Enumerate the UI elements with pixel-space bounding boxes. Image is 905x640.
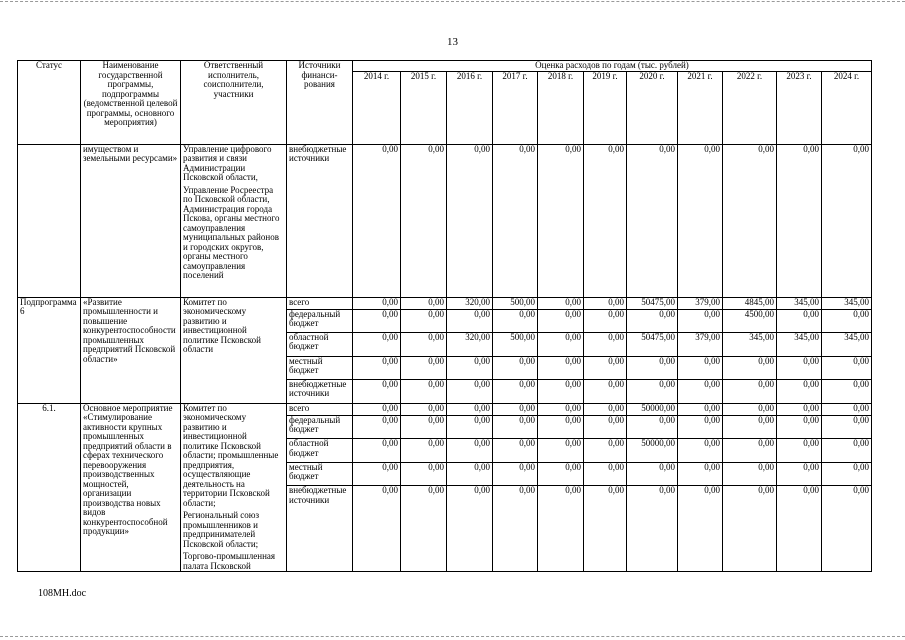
- value-cell: 345,00: [822, 297, 872, 309]
- value-cell: 50475,00: [627, 297, 678, 309]
- table-row: [18, 403, 872, 415]
- program-name-cell: имуществом и земельными ресурсами»: [81, 144, 181, 297]
- value-cell: 0,00: [353, 486, 401, 572]
- value-cell: 0,00: [538, 415, 584, 438]
- value-cell: 50000,00: [627, 403, 678, 415]
- value-cell: 4500,00: [723, 309, 777, 332]
- value-cell: 0,00: [723, 403, 777, 415]
- value-cell: 0,00: [353, 332, 401, 356]
- value-cell: 0,00: [401, 297, 447, 309]
- value-cell: 0,00: [627, 379, 678, 403]
- value-cell: 0,00: [584, 309, 627, 332]
- value-cell: 0,00: [493, 309, 538, 332]
- header-year: 2020 г.: [627, 71, 678, 144]
- header-sources: Источники финанси-рования: [287, 61, 353, 145]
- source-cell: областной бюджет: [287, 332, 353, 356]
- value-cell: 345,00: [777, 332, 822, 356]
- value-cell: 0,00: [538, 297, 584, 309]
- value-cell: 0,00: [822, 356, 872, 379]
- value-cell: 0,00: [493, 403, 538, 415]
- header-year: 2016 г.: [447, 71, 493, 144]
- value-cell: 0,00: [777, 309, 822, 332]
- source-cell: федеральный бюджет: [287, 415, 353, 438]
- header-year: 2022 г.: [723, 71, 777, 144]
- value-cell: 0,00: [584, 144, 627, 297]
- header-year: 2017 г.: [493, 71, 538, 144]
- responsible-cell: [181, 403, 287, 572]
- value-cell: 0,00: [353, 379, 401, 403]
- value-cell: 0,00: [493, 379, 538, 403]
- value-cell: 0,00: [723, 144, 777, 297]
- value-cell: 0,00: [493, 415, 538, 438]
- value-cell: 0,00: [447, 486, 493, 572]
- value-cell: 0,00: [822, 379, 872, 403]
- value-cell: 0,00: [353, 356, 401, 379]
- responsible-paragraph: Торгово-промышленная палата Псковской: [183, 551, 276, 571]
- value-cell: 0,00: [538, 332, 584, 356]
- header-status: Статус: [18, 61, 81, 145]
- header-year: 2015 г.: [401, 71, 447, 144]
- value-cell: 345,00: [723, 332, 777, 356]
- value-cell: 0,00: [777, 486, 822, 572]
- value-cell: 379,00: [678, 332, 723, 356]
- value-cell: 0,00: [678, 403, 723, 415]
- value-cell: 0,00: [627, 309, 678, 332]
- source-cell: внебюджетные источники: [287, 486, 353, 572]
- value-cell: 0,00: [538, 439, 584, 462]
- scan-top-edge: [0, 1, 905, 2]
- value-cell: 0,00: [401, 356, 447, 379]
- value-cell: 379,00: [678, 297, 723, 309]
- header-year: 2018 г.: [538, 71, 584, 144]
- value-cell: 0,00: [723, 486, 777, 572]
- header-year: 2019 г.: [584, 71, 627, 144]
- value-cell: 0,00: [538, 403, 584, 415]
- value-cell: 4845,00: [723, 297, 777, 309]
- value-cell: 0,00: [493, 439, 538, 462]
- value-cell: 0,00: [401, 144, 447, 297]
- value-cell: 320,00: [447, 332, 493, 356]
- value-cell: 0,00: [538, 144, 584, 297]
- table-row: [18, 297, 872, 309]
- value-cell: 0,00: [401, 439, 447, 462]
- header-year: 2021 г.: [678, 71, 723, 144]
- responsible-paragraph: Комитет по экономическому развитию и инвестиционной политике Псковской области; промышленные предприятия, осуществляющие деятельность на территории Псковской области;: [183, 403, 279, 508]
- header-name: Наименование государственной программы, подпрограммы (ведомственной целевой программы, основного мероприятия): [81, 61, 181, 145]
- value-cell: 0,00: [538, 356, 584, 379]
- value-cell: 500,00: [493, 297, 538, 309]
- value-cell: 0,00: [723, 415, 777, 438]
- source-cell: всего: [287, 403, 353, 415]
- value-cell: 0,00: [584, 486, 627, 572]
- value-cell: 0,00: [447, 403, 493, 415]
- value-cell: 0,00: [401, 332, 447, 356]
- value-cell: 0,00: [584, 332, 627, 356]
- value-cell: 0,00: [353, 297, 401, 309]
- value-cell: 345,00: [822, 332, 872, 356]
- value-cell: 0,00: [627, 415, 678, 438]
- value-cell: 0,00: [584, 439, 627, 462]
- value-cell: 0,00: [447, 144, 493, 297]
- value-cell: 0,00: [777, 462, 822, 485]
- value-cell: 0,00: [777, 403, 822, 415]
- value-cell: 0,00: [584, 403, 627, 415]
- value-cell: 0,00: [584, 297, 627, 309]
- value-cell: 0,00: [627, 356, 678, 379]
- value-cell: 0,00: [777, 379, 822, 403]
- value-cell: 0,00: [584, 415, 627, 438]
- value-cell: 0,00: [822, 462, 872, 485]
- value-cell: 0,00: [678, 144, 723, 297]
- value-cell: 0,00: [401, 309, 447, 332]
- source-cell: внебюджетные источники: [287, 379, 353, 403]
- value-cell: 0,00: [822, 309, 872, 332]
- value-cell: 0,00: [493, 462, 538, 485]
- value-cell: 0,00: [678, 356, 723, 379]
- value-cell: 0,00: [678, 379, 723, 403]
- value-cell: 0,00: [353, 439, 401, 462]
- value-cell: 320,00: [447, 297, 493, 309]
- value-cell: 0,00: [584, 379, 627, 403]
- value-cell: 0,00: [723, 379, 777, 403]
- source-cell: областной бюджет: [287, 439, 353, 462]
- source-cell: местный бюджет: [287, 356, 353, 379]
- value-cell: 50000,00: [627, 439, 678, 462]
- value-cell: 0,00: [401, 462, 447, 485]
- value-cell: 0,00: [777, 415, 822, 438]
- program-name-cell: «Развитие промышленности и повышение конкурентоспособности промышленных предприятий Псковской области»: [81, 297, 181, 403]
- responsible-cell: [181, 144, 287, 297]
- value-cell: 0,00: [777, 356, 822, 379]
- value-cell: 0,00: [447, 309, 493, 332]
- value-cell: 0,00: [447, 379, 493, 403]
- value-cell: 0,00: [777, 144, 822, 297]
- value-cell: 0,00: [678, 462, 723, 485]
- value-cell: 0,00: [447, 356, 493, 379]
- header-estimate: Оценка расходов по годам (тыс. рублей): [353, 61, 872, 72]
- value-cell: 0,00: [401, 403, 447, 415]
- value-cell: 0,00: [777, 439, 822, 462]
- value-cell: 0,00: [822, 403, 872, 415]
- value-cell: 0,00: [401, 486, 447, 572]
- value-cell: 0,00: [447, 439, 493, 462]
- value-cell: 0,00: [401, 379, 447, 403]
- responsible-cell: Комитет по экономическому развитию и инвестиционной политике Псковской области: [181, 297, 287, 403]
- value-cell: 0,00: [678, 486, 723, 572]
- value-cell: 0,00: [538, 462, 584, 485]
- value-cell: 0,00: [678, 439, 723, 462]
- value-cell: 0,00: [627, 144, 678, 297]
- value-cell: 0,00: [353, 462, 401, 485]
- responsible-paragraph: Управление цифрового развития и связи Администрации Псковской области,: [183, 144, 272, 182]
- value-cell: 0,00: [538, 309, 584, 332]
- value-cell: 500,00: [493, 332, 538, 356]
- value-cell: 0,00: [822, 144, 872, 297]
- status-cell: [18, 144, 81, 297]
- source-cell: всего: [287, 297, 353, 309]
- footer-filename: 108МН.doc: [38, 588, 87, 599]
- value-cell: 0,00: [723, 462, 777, 485]
- value-cell: 0,00: [493, 356, 538, 379]
- table-row: [18, 144, 872, 297]
- value-cell: 0,00: [447, 415, 493, 438]
- value-cell: 0,00: [822, 486, 872, 572]
- value-cell: 0,00: [584, 356, 627, 379]
- status-cell: Подпрограмма 6: [18, 297, 81, 403]
- program-name-cell: Основное мероприятие «Стимулирование активности крупных промышленных предприятий области в сферах технического перевооружения производственных мощностей, организации производства новых видов конкурентоспособной продукции»: [81, 403, 181, 572]
- value-cell: 0,00: [447, 462, 493, 485]
- responsible-paragraph: Региональный союз промышленников и предпринимателей Псковской области;: [183, 510, 260, 549]
- value-cell: 0,00: [538, 379, 584, 403]
- value-cell: 0,00: [723, 439, 777, 462]
- value-cell: 345,00: [777, 297, 822, 309]
- header-year: 2023 г.: [777, 71, 822, 144]
- value-cell: 0,00: [353, 309, 401, 332]
- value-cell: 0,00: [401, 415, 447, 438]
- value-cell: 0,00: [584, 462, 627, 485]
- scan-bottom-edge: [0, 636, 905, 637]
- value-cell: 0,00: [353, 403, 401, 415]
- value-cell: 0,00: [678, 415, 723, 438]
- header-year: 2024 г.: [822, 71, 872, 144]
- value-cell: 0,00: [678, 309, 723, 332]
- value-cell: 0,00: [493, 144, 538, 297]
- source-cell: местный бюджет: [287, 462, 353, 485]
- source-cell: внебюджетные источники: [287, 144, 353, 297]
- header-year: 2014 г.: [353, 71, 401, 144]
- value-cell: 0,00: [822, 415, 872, 438]
- value-cell: 0,00: [538, 486, 584, 572]
- budget-table: [17, 60, 872, 572]
- value-cell: 0,00: [723, 356, 777, 379]
- header-responsible: Ответственный исполнитель, соисполнители, участники: [181, 61, 287, 145]
- value-cell: 0,00: [627, 486, 678, 572]
- value-cell: 50475,00: [627, 332, 678, 356]
- value-cell: 0,00: [493, 486, 538, 572]
- value-cell: 0,00: [822, 439, 872, 462]
- status-cell: 6.1.: [18, 403, 81, 572]
- value-cell: 0,00: [353, 415, 401, 438]
- responsible-paragraph: Управление Росреестра по Псковской области, Администрация города Пскова, органы местного самоуправления муниципальных районов и городских округов, органы местного самоуправления поселений: [183, 184, 280, 280]
- page-number: 13: [447, 36, 458, 48]
- source-cell: федеральный бюджет: [287, 309, 353, 332]
- value-cell: 0,00: [353, 144, 401, 297]
- value-cell: 0,00: [627, 462, 678, 485]
